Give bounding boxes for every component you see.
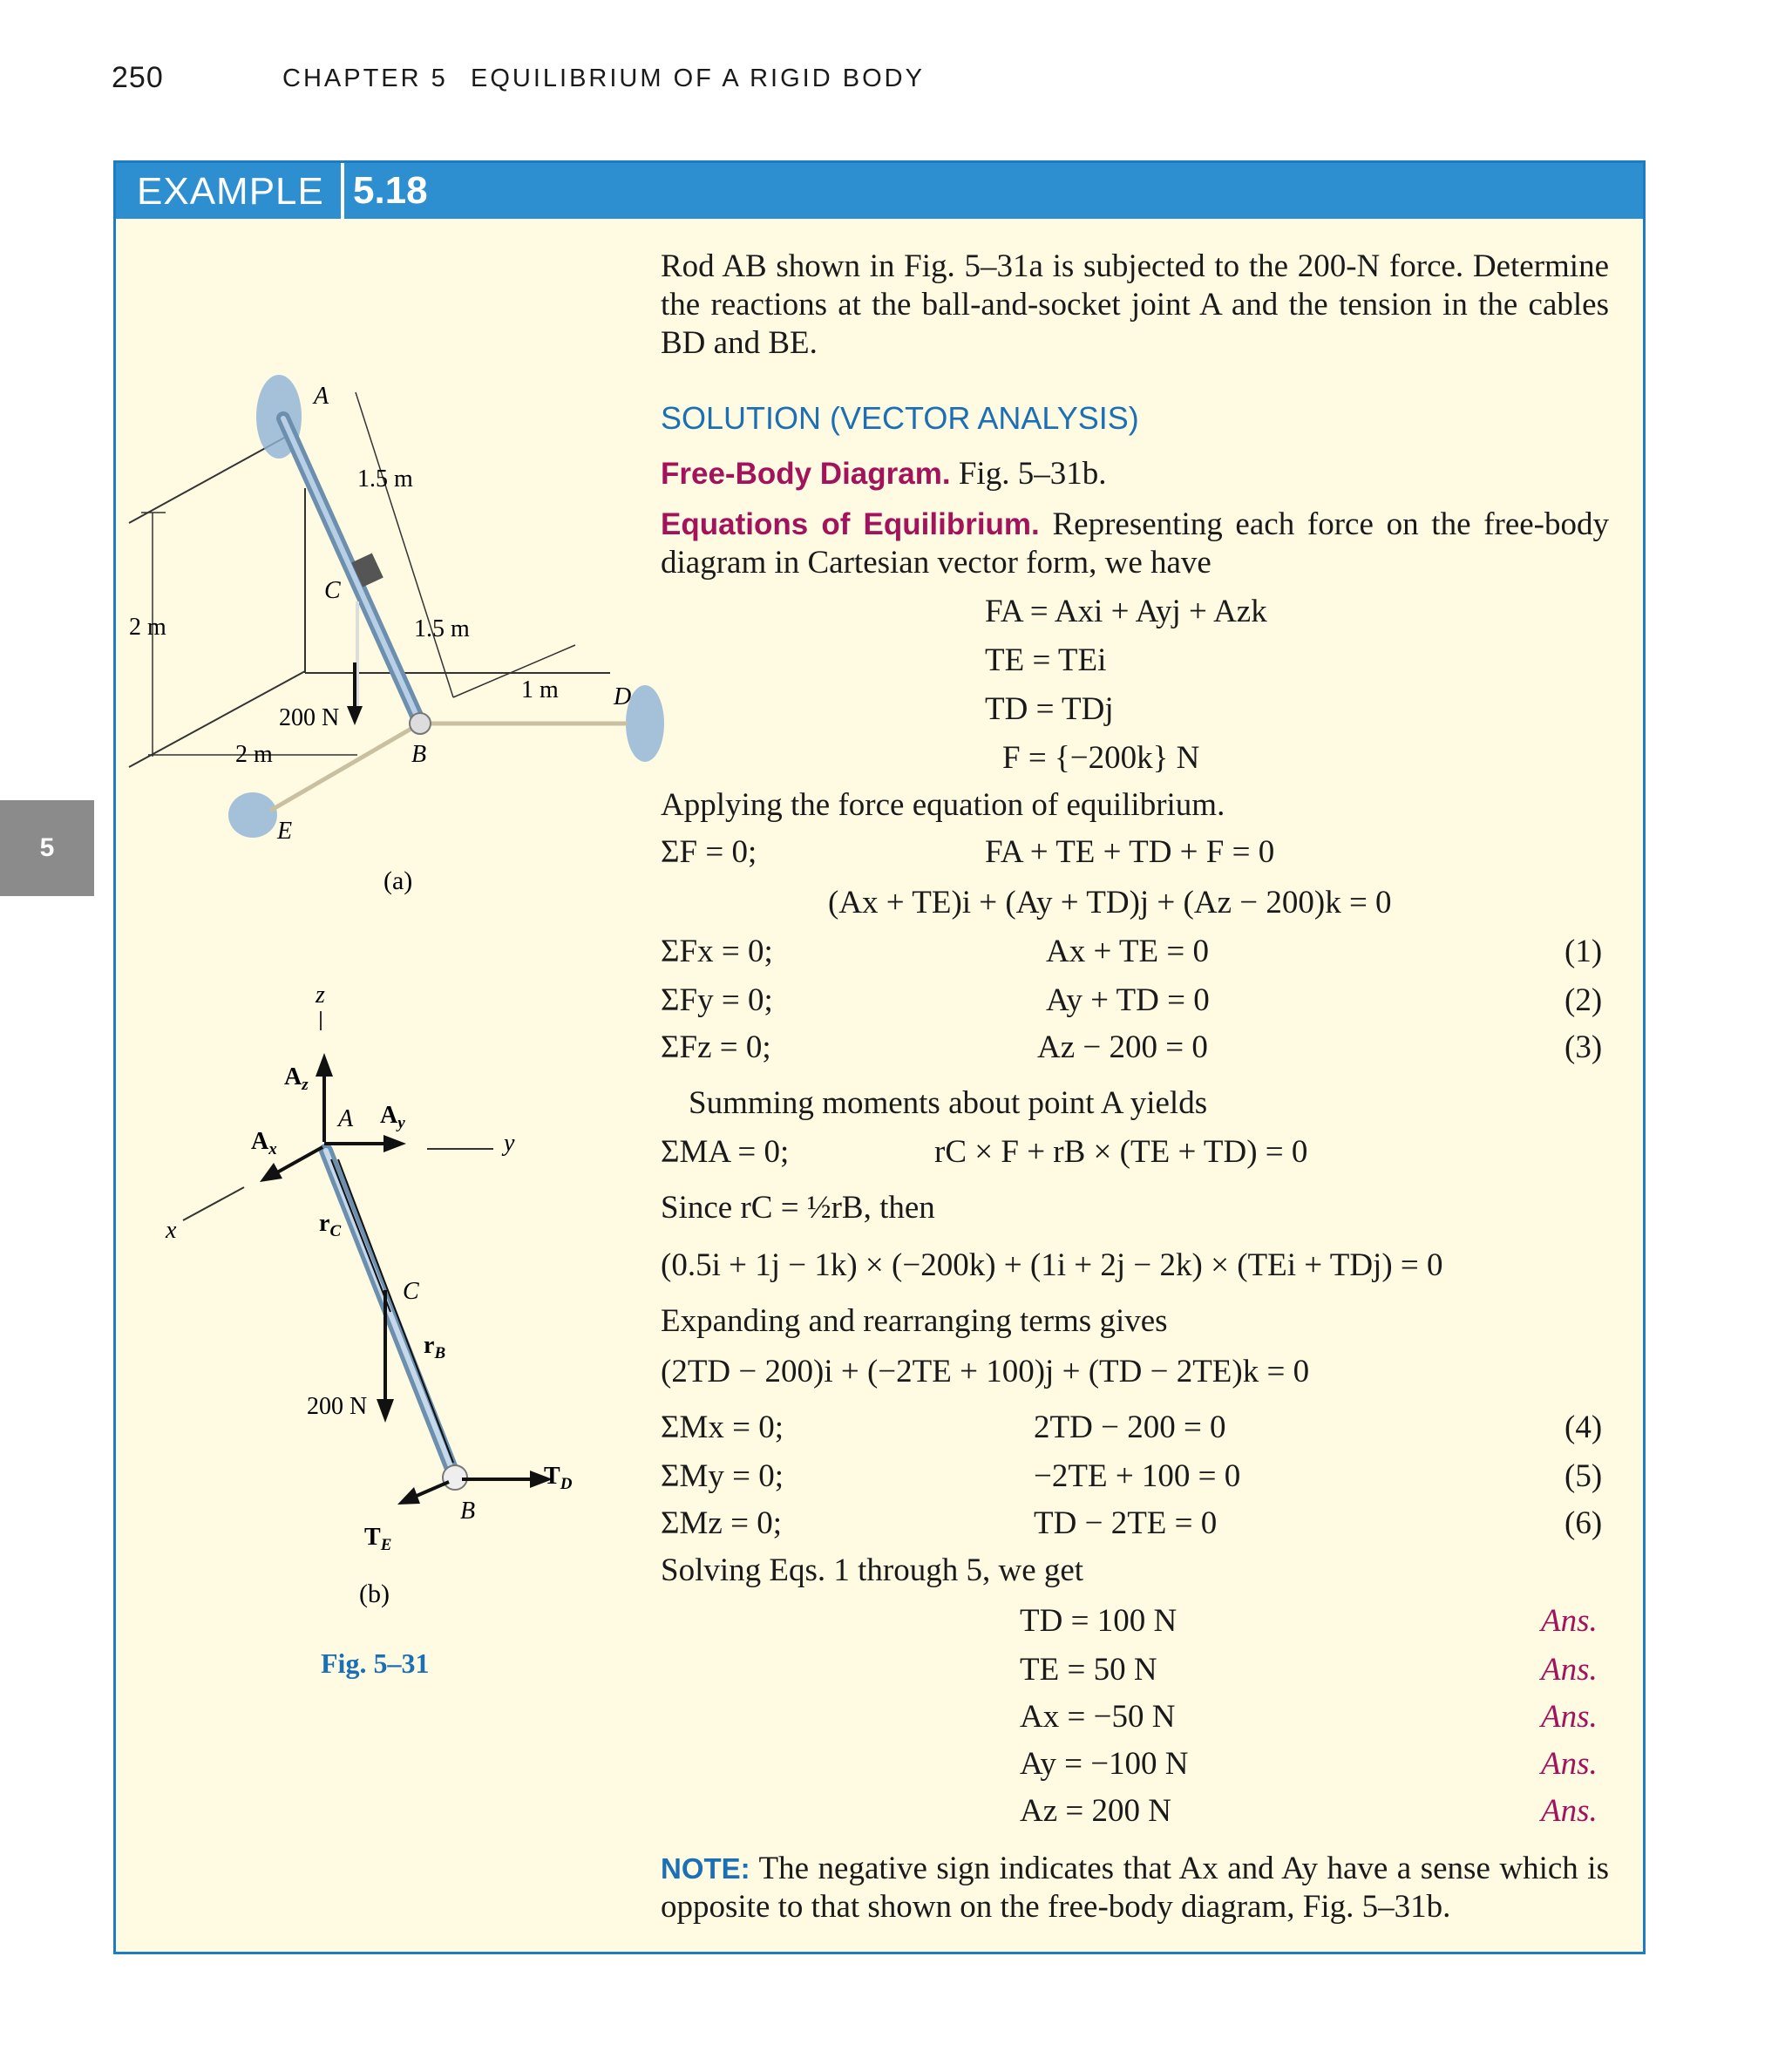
vector-FA: FA = Axi + Ayj + Azk [985, 594, 1267, 629]
fig-b-rB: $r_B$ [424, 1332, 446, 1362]
fig-a-label-E: E [277, 818, 293, 845]
sumF-equation: FA + TE + TD + F = 0 [985, 834, 1275, 870]
solution-heading: SOLUTION (VECTOR ANALYSIS) [661, 400, 1139, 436]
fig-b-force-label: 200 N [307, 1393, 368, 1420]
figure-a-diagram [129, 375, 664, 895]
fig-b-Ax: $A_x$ [251, 1128, 277, 1158]
fbd-line [661, 455, 1106, 493]
comp-eq-1-number: (1) [1564, 934, 1603, 969]
note-paragraph [661, 1850, 1609, 1926]
answer-TD-tag: Ans. [1541, 1603, 1598, 1639]
chapter-label: CHAPTER 5 [282, 65, 448, 92]
fig-b-axis-y: y [504, 1130, 515, 1157]
answer-TD: TD = 100 N [1020, 1603, 1178, 1639]
note-text: The negative sign indicates that Ax and Ay have a sense which is opposite to that shown on the free-body diagram, Fig. 5–31b. [661, 1851, 1609, 1925]
comp-eq-2-number: (2) [1564, 982, 1603, 1018]
fig-b-axis-x: x [166, 1217, 177, 1244]
sumF-label: ΣF = 0; [661, 834, 757, 870]
comp-eq-1: Ax + TE = 0 [1046, 934, 1209, 969]
answer-Ay: Ay = −100 N [1020, 1746, 1189, 1782]
summing-text: Summing moments about point A yields [689, 1085, 1208, 1121]
comp-eq-1-label: ΣFx = 0; [661, 934, 773, 969]
answer-TE: TE = 50 N [1020, 1652, 1157, 1688]
fig-a-label-C: C [324, 577, 341, 604]
fig-b-label-A: A [338, 1105, 354, 1132]
sumF-expanded: (Ax + TE)i + (Ay + TD)j + (Az − 200)k = 0 [828, 885, 1392, 921]
figure-b-diagram [165, 982, 573, 1608]
equilibrium-intro [661, 506, 1609, 582]
example-number: 5.18 [341, 163, 428, 219]
expanded-equation: (2TD − 200)i + (−2TE + 100)j + (TD − 2TE)k = 0 [661, 1354, 1310, 1389]
answer-Ax-tag: Ans. [1541, 1699, 1598, 1735]
fig-a-dim-5: 2 m [235, 741, 273, 768]
fig-b-label-B: B [460, 1498, 476, 1525]
vector-TE: TE = TEi [985, 642, 1107, 678]
fig-a-sublabel: (a) [383, 866, 413, 895]
chapter-side-tab: 5 [0, 800, 94, 896]
sumM-equation: rC × F + rB × (TE + TD) = 0 [934, 1134, 1308, 1170]
comp-eq-3-number: (3) [1564, 1029, 1603, 1065]
moment-eq-6-label: ΣMz = 0; [661, 1505, 783, 1541]
comp-eq-2: Ay + TD = 0 [1046, 982, 1210, 1018]
comp-eq-3: Az − 200 = 0 [1037, 1029, 1208, 1065]
note-label: NOTE: [661, 1852, 750, 1885]
figure-5-31 [113, 349, 671, 1709]
fig-a-dim-1: 1.5 m [357, 465, 413, 493]
moment-eq-4-number: (4) [1564, 1410, 1603, 1445]
fig-b-TE: $T_E$ [364, 1524, 392, 1554]
moment-eq-5-number: (5) [1564, 1458, 1603, 1494]
fig-b-TD: $T_D$ [544, 1463, 573, 1493]
moment-eq-5: −2TE + 100 = 0 [1034, 1458, 1241, 1494]
moment-eq-4-label: ΣMx = 0; [661, 1410, 784, 1445]
problem-statement: Rod AB shown in Fig. 5–31a is subjected to the 200-N force. Determine the reactions at the ball-and-socket joint A and the tension in the cables BD and BE. [661, 248, 1609, 361]
answer-Az-tag: Ans. [1541, 1793, 1598, 1829]
fig-b-sublabel: (b) [359, 1579, 390, 1608]
answer-Az: Az = 200 N [1020, 1793, 1171, 1829]
equilibrium-label: Equations of Equilibrium. [661, 507, 1040, 541]
fig-a-label-D: D [614, 683, 632, 710]
applying-text: Applying the force equation of equilibrium. [661, 787, 1225, 823]
answer-Ay-tag: Ans. [1541, 1746, 1598, 1782]
fig-a-force-label: 200 N [279, 704, 340, 731]
cross-product: (0.5i + 1j − 1k) × (−200k) + (1i + 2j − 2k) × (TEi + TDj) = 0 [661, 1247, 1443, 1283]
figure-caption: Fig. 5–31 [321, 1647, 430, 1679]
expanding-text: Expanding and rearranging terms gives [661, 1303, 1168, 1339]
fig-a-label-A: A [314, 383, 329, 410]
fig-b-label-C: C [403, 1278, 419, 1305]
answer-Ax: Ax = −50 N [1020, 1699, 1176, 1735]
example-header [116, 163, 1643, 219]
fig-b-axis-z: z [316, 982, 325, 1009]
fig-a-label-B: B [411, 741, 427, 768]
since-text: Since rC = ½rB, then [661, 1190, 935, 1226]
moment-eq-4: 2TD − 200 = 0 [1034, 1410, 1226, 1445]
equilibrium-text: Representing each force on the free-body diagram in Cartesian vector form, we have [661, 506, 1609, 581]
chapter-title: EQUILIBRIUM OF A RIGID BODY [471, 65, 925, 92]
fig-b-Ay: $A_y$ [380, 1102, 405, 1132]
fig-a-dim-2: 1.5 m [414, 615, 470, 642]
vector-TD: TD = TDj [985, 691, 1114, 727]
fig-a-dim-3: 2 m [129, 614, 166, 641]
comp-eq-3-label: ΣFz = 0; [661, 1029, 771, 1065]
answer-TE-tag: Ans. [1541, 1652, 1598, 1688]
fig-b-Az: $A_z$ [284, 1063, 309, 1094]
comp-eq-2-label: ΣFy = 0; [661, 982, 773, 1018]
moment-eq-5-label: ΣMy = 0; [661, 1458, 784, 1494]
moment-eq-6: TD − 2TE = 0 [1034, 1505, 1218, 1541]
example-label: EXAMPLE [137, 170, 324, 213]
solving-text: Solving Eqs. 1 through 5, we get [661, 1552, 1084, 1588]
sumM-label: ΣMA = 0; [661, 1134, 790, 1170]
vector-F: F = {−200k} N [1002, 740, 1200, 776]
fig-b-rC: $r_C$ [319, 1210, 342, 1240]
fbd-label: Free-Body Diagram. [661, 457, 951, 491]
fig-a-dim-4: 1 m [521, 676, 559, 703]
fbd-text: Fig. 5–31b. [958, 456, 1107, 492]
moment-eq-6-number: (6) [1564, 1505, 1603, 1541]
page-number: 250 [112, 61, 164, 94]
